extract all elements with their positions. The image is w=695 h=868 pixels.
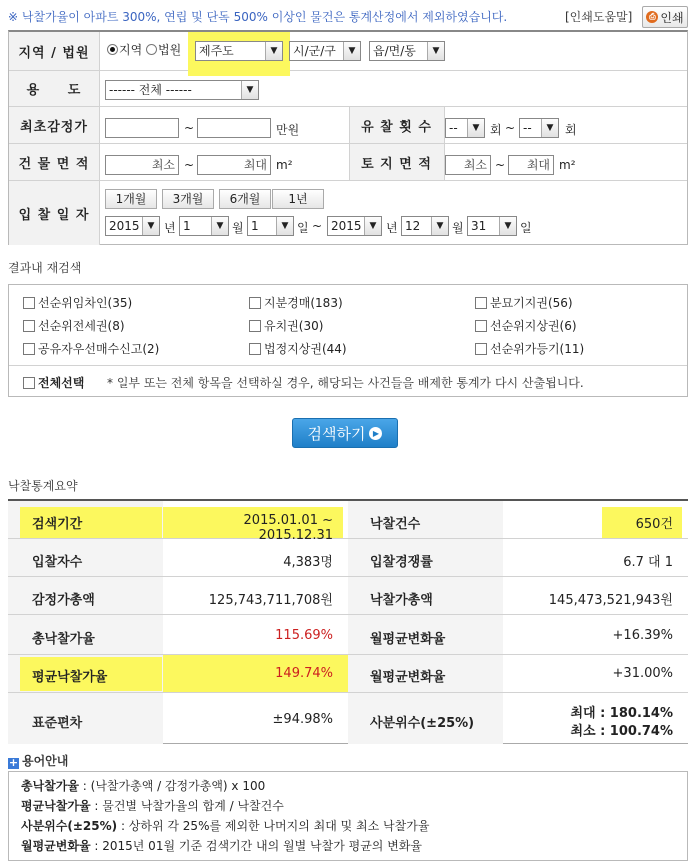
filter-label: 선순위전세권(8) [38,319,125,333]
stat-label: 표준편차 [32,716,83,731]
term-name: 총낙찰가율 [21,779,79,793]
to-year-value: 2015 [331,219,362,233]
tilde: ~ [184,121,195,135]
appraisal-unit: 만원 [276,123,300,137]
filter-checkbox[interactable] [475,294,573,311]
checkbox[interactable] [475,320,487,332]
term-desc: : 상하위 각 25%를 제외한 나머지의 최대 및 최소 낙찰가율 [117,819,430,833]
stat-value-max: 최대 : 180.14% [570,706,673,721]
stat-label: 낙찰건수 [370,517,421,532]
radio-region-label: 지역 [119,43,143,57]
tilde: ~ [184,158,195,172]
from-year-select[interactable] [105,216,160,236]
filter-label: 유치권(30) [264,319,324,333]
checkbox[interactable] [475,297,487,309]
stat-label: 입찰경쟁률 [370,555,433,570]
checkbox[interactable] [23,343,35,355]
period-3-month-button[interactable]: 3개월 [162,189,214,209]
stat-label: 입찰자수 [32,555,83,570]
chevron-down-icon: ▼ [142,217,159,235]
appraisal-to-input[interactable] [197,118,271,138]
stat-value: ±94.98% [272,712,333,727]
to-day-value: 31 [471,219,487,233]
usage-value: ------ 전체 ------ [109,83,192,97]
area-unit: m² [559,158,576,172]
chevron-down-icon: ▼ [276,217,293,235]
period-6-month-button[interactable]: 6개월 [219,189,271,209]
month-unit: 월 [232,221,244,235]
notice-text: ※ 낙찰가율이 아파트 300%, 연립 및 단독 500% 이상인 물건은 통계산정에서 제외하였습니다. [8,10,508,24]
search-button[interactable] [292,418,398,448]
filter-checkbox[interactable] [475,340,584,357]
filter-label: 선순위임차인(35) [38,296,133,310]
stat-value: 115.69% [275,628,333,643]
land-area-max-input[interactable]: 최대 [508,155,554,175]
term-line [21,817,429,834]
failed-count-label: 유 찰 횟 수 [349,107,444,143]
stats-table [8,499,688,744]
from-month-value: 1 [183,219,191,233]
chevron-down-icon: ▼ [241,81,258,99]
filter-label: 선순위가등기(11) [490,342,585,356]
building-area-label: 건 물 면 적 [9,144,99,180]
day-unit: 일 [520,221,532,235]
search-form [8,30,688,245]
chevron-down-icon: ▼ [265,42,282,60]
year-unit: 년 [386,221,398,235]
term-name: 평균낙찰가율 [21,799,91,813]
filter-checkbox[interactable] [23,294,132,311]
to-year-select[interactable] [327,216,382,236]
filter-section-title: 결과내 재검색 [8,261,82,275]
period-1-year-button[interactable]: 1년 [272,189,324,209]
failed-from-value: -- [449,121,458,135]
to-day-select[interactable] [467,216,517,236]
failed-from-select[interactable] [445,118,485,138]
stat-label: 총낙찰가율 [32,632,95,647]
chevron-down-icon: ▼ [364,217,381,235]
from-year-value: 2015 [109,219,140,233]
usage-select[interactable] [105,80,259,100]
radio-region-indicator[interactable] [107,44,118,55]
land-area-min-input[interactable]: 최소 [445,155,491,175]
stat-label: 사분위수(±25%) [370,716,475,731]
filter-label: 선순위지상권(6) [490,319,577,333]
usage-label: 용 도 [9,71,99,106]
month-unit: 월 [452,221,464,235]
term-name: 사분위수(±25%) [21,819,118,833]
to-month-select[interactable] [401,216,449,236]
chevron-down-icon: ▼ [499,217,516,235]
stat-value: +31.00% [612,666,673,681]
terms-section-title [8,752,68,769]
term-line [21,797,284,814]
checkbox[interactable] [23,320,35,332]
stat-value: 125,743,711,708원 [208,593,333,608]
period-1-month-button[interactable]: 1개월 [105,189,157,209]
filter-label: 법정지상권(44) [264,342,347,356]
building-area-min-input[interactable]: 최소 [105,155,179,175]
term-desc: : 2015년 01월 기준 검색기간 내의 월별 낙찰가 평균의 변화율 [90,839,422,853]
chevron-down-icon: ▼ [467,119,484,137]
from-day-select[interactable] [247,216,294,236]
checkbox[interactable] [23,377,35,389]
failed-from-unit: 회 [490,123,502,137]
checkbox[interactable] [249,343,261,355]
tilde: ~ [505,121,516,135]
province-select[interactable] [195,41,283,61]
tilde: ~ [495,158,506,172]
checkbox[interactable] [23,297,35,309]
filter-checkbox[interactable] [249,317,323,334]
radio-court-indicator[interactable] [146,44,157,55]
building-area-max-input[interactable]: 최대 [197,155,271,175]
from-month-select[interactable] [179,216,229,236]
province-value: 제주도 [199,44,234,58]
search-button-label: 검색하기 [307,424,366,443]
checkbox[interactable] [249,297,261,309]
area-unit: m² [276,158,293,172]
print-button[interactable] [642,6,688,28]
term-line [21,777,265,794]
day-unit: 일 [297,221,309,235]
chevron-down-icon: ▼ [541,119,558,137]
stat-label: 낙찰가총액 [370,593,433,608]
land-area-label: 토 지 면 적 [349,144,444,180]
stat-value: 149.74% [275,666,333,681]
filter-label: 지분경매(183) [264,296,343,310]
filter-checkbox[interactable] [475,317,577,334]
from-day-value: 1 [251,219,259,233]
chevron-down-icon: ▼ [343,42,360,60]
stat-label: 평균낙찰가율 [32,670,108,685]
stat-value: 6.7 대 1 [623,555,673,570]
appraisal-from-input[interactable] [105,118,179,138]
stat-label: 월평균변화율 [370,670,446,685]
stat-label: 월평균변화율 [370,632,446,647]
filter-label: 분묘기지권(56) [490,296,573,310]
chevron-down-icon: ▼ [427,42,444,60]
filter-note: * 일부 또는 전체 항목을 선택하실 경우, 해당되는 사건들을 배제한 통계가 다시 산출됩니다. [107,376,584,390]
appraisal-label: 최초감정가 [9,107,99,143]
failed-to-value: -- [523,121,532,135]
to-month-value: 12 [405,219,421,233]
region-label: 지역 / 법원 [9,32,99,70]
term-desc: : 물건별 낙찰가율의 합계 / 낙찰건수 [90,799,284,813]
term-line [21,837,422,854]
terms-title-label: 용어안내 [22,754,69,768]
tilde: ~ [312,219,323,233]
failed-to-select[interactable] [519,118,559,138]
terms-box [8,771,688,861]
stat-value: +16.39% [612,628,673,643]
bid-date-label: 입 찰 일 자 [9,181,99,245]
term-desc: : (낙찰가총액 / 감정가총액) x 100 [78,779,266,793]
stat-label: 감정가총액 [32,593,95,608]
radio-region[interactable] [107,41,142,58]
stat-value-min: 최소 : 100.74% [570,724,673,739]
city-select[interactable] [289,41,361,61]
stat-value: 145,473,521,943원 [548,593,673,608]
filter-label: 공유자우선매수신고(2) [38,342,160,356]
failed-to-unit: 회 [565,123,577,137]
city-value: 시/군/구 [293,44,336,58]
year-unit: 년 [164,221,176,235]
term-name: 월평균변화율 [21,839,91,853]
stat-value: 650건 [635,517,673,532]
filter-checkbox[interactable] [23,317,125,334]
print-help-link[interactable]: [인쇄도움말] [565,10,633,24]
checkbox[interactable] [249,320,261,332]
stat-value: 2015.01.01 ~ 2015.12.31 [243,513,333,543]
radio-court[interactable] [146,41,181,58]
stats-section-title: 낙찰통계요약 [8,479,78,493]
town-select[interactable] [369,41,445,61]
filter-checkbox[interactable] [249,340,347,357]
radio-court-label: 법원 [158,43,182,57]
chevron-down-icon: ▼ [211,217,228,235]
chevron-down-icon: ▼ [431,217,448,235]
plus-icon: + [8,756,19,769]
filter-checkbox[interactable] [23,340,159,357]
printer-icon: ⎙ [646,11,658,23]
stat-label: 검색기간 [32,517,83,532]
arrow-right-icon: ▶ [369,427,382,440]
town-value: 읍/면/동 [373,44,416,58]
stat-value: 4,383명 [283,555,333,570]
filter-box [8,284,688,397]
select-all-checkbox[interactable] [23,374,84,391]
filter-checkbox[interactable] [249,294,343,311]
checkbox[interactable] [475,343,487,355]
select-all-label: 전체선택 [38,376,85,390]
print-label: 인쇄 [660,10,684,25]
